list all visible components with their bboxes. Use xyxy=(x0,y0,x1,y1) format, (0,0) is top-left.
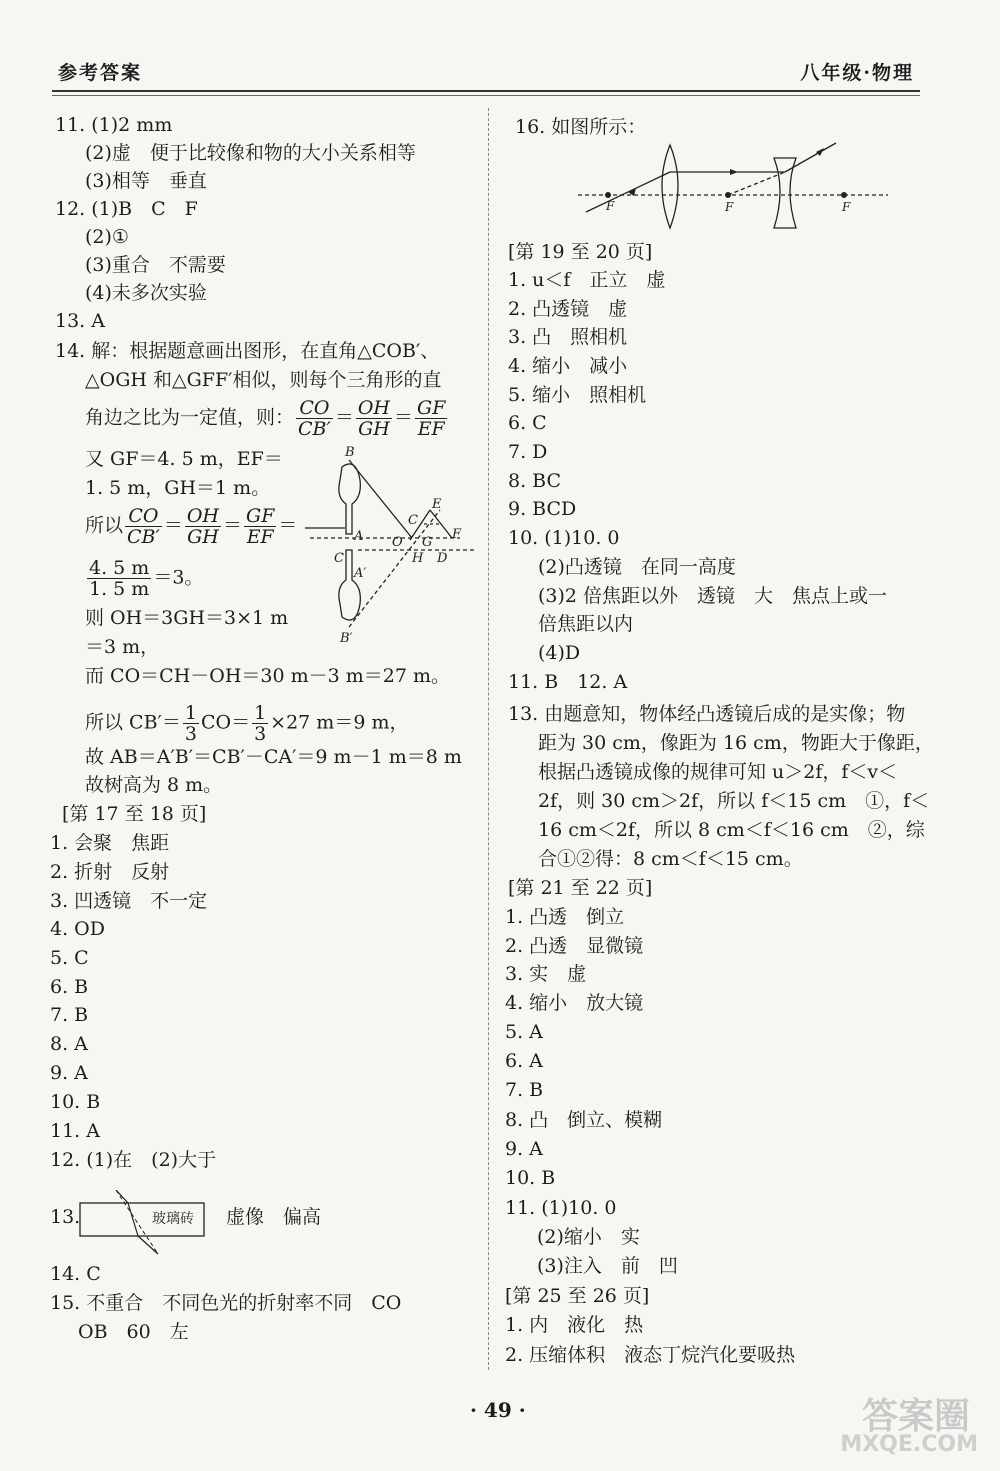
answer-line: 10. (1)10. 0 xyxy=(508,527,620,549)
denominator: 3 xyxy=(254,723,267,745)
answer-line: 9. BCD xyxy=(508,498,577,520)
solution-line: 则 OH＝3GH＝3×1 m xyxy=(85,607,289,629)
arrow-head xyxy=(816,148,824,156)
answer-line: 6. A xyxy=(505,1050,543,1072)
answer-line: (4)D xyxy=(538,642,581,664)
convex-lens xyxy=(662,145,678,228)
answer-line: 8. 凸 倒立、模糊 xyxy=(505,1109,663,1131)
label-e: E xyxy=(432,497,442,512)
solution-line: 故树高为 8 m。 xyxy=(85,774,223,796)
label-a-prime: A′ xyxy=(354,566,367,581)
answer-line: 15. 不重合 不同色光的折射率不同 CO xyxy=(50,1292,402,1314)
watermark-logo: 答案圈 xyxy=(861,1396,970,1437)
answer-line: 9. A xyxy=(505,1138,543,1160)
header-rule-thin xyxy=(52,95,920,96)
answer-line: 虚像 偏高 xyxy=(226,1206,322,1228)
solution-text: CO＝ xyxy=(200,711,251,734)
numerator: OH xyxy=(186,505,220,527)
answer-line: (4)未多次实验 xyxy=(85,282,207,304)
answer-line: 10. B xyxy=(505,1167,556,1189)
ratio-equation xyxy=(85,506,297,547)
answer-line: 8. A xyxy=(50,1033,88,1055)
label-o: O xyxy=(392,535,403,550)
denominator: GH xyxy=(187,526,219,548)
fraction xyxy=(296,398,333,439)
fraction xyxy=(415,398,447,439)
focus-label: F xyxy=(842,200,851,214)
ratio-equation xyxy=(85,398,449,439)
answer-line: (2)缩小 实 xyxy=(537,1226,640,1248)
label-h: H xyxy=(412,551,424,566)
label-d: D xyxy=(437,551,448,566)
answer-line: 5. 缩小 照相机 xyxy=(508,384,647,406)
header-left: 参考答案 xyxy=(58,62,143,84)
answer-line: (2)虚 便于比较像和物的大小关系相等 xyxy=(85,142,416,164)
focus-point xyxy=(605,192,611,198)
numerator: CO xyxy=(125,506,162,527)
concave-lens xyxy=(774,158,796,228)
ratio-result xyxy=(85,558,203,599)
label-a: A xyxy=(354,529,364,544)
tree-upright xyxy=(339,464,360,534)
answer-line: 4. 缩小 减小 xyxy=(508,355,628,377)
answer-line: 11. (1)10. 0 xyxy=(505,1197,617,1219)
denominator: 3 xyxy=(184,723,197,745)
header-right: 八年级·物理 xyxy=(800,62,914,84)
label-b-prime: B′ xyxy=(340,631,353,646)
answer-line: 16. 如图所示： xyxy=(515,116,647,138)
answer-line: (3)相等 垂直 xyxy=(85,170,207,192)
label-f: F xyxy=(452,527,462,542)
solution-text: 所以 CB′＝ xyxy=(85,711,181,734)
glass-brick-label: 玻璃砖 xyxy=(152,1211,194,1227)
answer-line: 4. OD xyxy=(50,918,105,940)
denominator: 1. 5 m xyxy=(89,578,150,600)
answer-line: OB 60 左 xyxy=(78,1321,189,1343)
answer-line: (2)① xyxy=(85,226,129,248)
ray-top xyxy=(349,460,412,538)
denominator: GH xyxy=(358,418,390,440)
focus-point xyxy=(725,192,731,198)
solution-line: 根据凸透镜成像的规律可知 u＞2f，f＜v＜ xyxy=(538,761,898,783)
label-g: G xyxy=(422,535,433,550)
numerator: 1 xyxy=(184,702,197,724)
arrow-head xyxy=(730,169,738,175)
answer-line: 2. 压缩体积 液态丁烷汽化要吸热 xyxy=(505,1344,796,1366)
solution-line: 又 GF＝4. 5 m，EF＝ xyxy=(85,448,283,470)
focus-label: F xyxy=(725,200,734,214)
fraction xyxy=(87,558,151,599)
answer-line: 4. 缩小 放大镜 xyxy=(505,992,644,1014)
equals-sign: ＝ xyxy=(394,406,414,429)
numerator: CO xyxy=(296,398,333,419)
answer-line: 3. 凹透镜 不一定 xyxy=(50,890,208,912)
answer-line: 13. A xyxy=(55,310,105,332)
column-divider xyxy=(488,108,489,1370)
answer-line: 1. 会聚 焦距 xyxy=(50,832,170,854)
fraction xyxy=(125,506,162,547)
fraction xyxy=(185,506,221,547)
answer-line: 11. B 12. A xyxy=(508,671,628,693)
answer-line: 12. (1)在 (2)大于 xyxy=(50,1149,217,1171)
solution-text: 所以 xyxy=(85,514,124,537)
fraction xyxy=(356,398,392,439)
fraction xyxy=(252,703,268,744)
label-c: C xyxy=(408,513,418,528)
answer-line: 1. 内 液化 热 xyxy=(505,1314,644,1336)
focus-point xyxy=(841,192,847,198)
solution-line: 合①②得：8 cm＜f＜15 cm。 xyxy=(538,848,803,870)
section-heading: [第 25 至 26 页] xyxy=(505,1285,650,1307)
solution-line: △OGH 和△GFF′相似，则每个三角形的直 xyxy=(85,369,442,391)
answer-line: (3)2 倍焦距以外 透镜 大 焦点上或一 xyxy=(538,585,888,607)
answer-line: 5. C xyxy=(50,947,89,969)
solution-line: ＝3 m， xyxy=(85,636,160,658)
extension-line xyxy=(728,172,785,195)
solution-text: 角边之比为一定值，则： xyxy=(85,406,295,429)
solution-line: 2f，则 30 cm＞2f，所以 f＜15 cm ①，f＜ xyxy=(538,790,930,812)
denominator: CB′ xyxy=(298,418,331,440)
answer-line: 7. B xyxy=(50,1004,89,1026)
focus-label: F xyxy=(606,199,615,213)
numerator: 4. 5 m xyxy=(89,557,150,579)
answer-line: 7. D xyxy=(508,441,548,463)
numerator: GF xyxy=(246,505,275,527)
fraction xyxy=(183,703,199,744)
answer-line: 3. 凸 照相机 xyxy=(508,326,628,348)
page-number: · 49 · xyxy=(470,1398,526,1422)
answer-line: 12. (1)B C F xyxy=(55,198,198,220)
solution-line: 1. 5 m，GH＝1 m。 xyxy=(85,477,271,499)
answer-line: 7. B xyxy=(505,1079,544,1101)
section-heading: [第 21 至 22 页] xyxy=(508,877,653,899)
numerator: OH xyxy=(357,397,391,419)
answer-line: 2. 折射 反射 xyxy=(50,861,170,883)
solution-line: 故 AB＝A′B′＝CB′－CA′＝9 m－1 m＝8 m xyxy=(85,746,462,768)
equals-sign: ＝ xyxy=(163,514,183,537)
solution-text: ＝3。 xyxy=(153,566,204,589)
lens-diagram xyxy=(578,140,890,234)
answer-line: 11. A xyxy=(50,1120,100,1142)
answer-line: 5. A xyxy=(505,1021,543,1043)
solution-line: 13. 由题意知，物体经凸透镜后成的是实像；物 xyxy=(508,703,906,725)
equals-sign: ＝ xyxy=(223,514,243,537)
answer-line: 6. B xyxy=(50,976,89,998)
label-b: B xyxy=(345,445,355,460)
answer-line: 10. B xyxy=(50,1091,101,1113)
answer-line: (3)重合 不需要 xyxy=(85,254,226,276)
refracted-ray xyxy=(128,1203,138,1236)
denominator: CB′ xyxy=(127,526,160,548)
glass-brick-figure xyxy=(78,1190,208,1256)
numerator: GF xyxy=(417,397,446,419)
solution-line: 14. 解：根据题意画出图形，在直角△COB′、 xyxy=(55,340,440,362)
solution-line: 距为 30 cm，像距为 16 cm，物距大于像距， xyxy=(538,732,934,754)
denominator: EF xyxy=(246,526,274,548)
answer-line: (2)凸透镜 在同一高度 xyxy=(538,556,736,578)
answer-line: (3)注入 前 凹 xyxy=(537,1255,678,1277)
equals-sign: ＝ xyxy=(278,514,298,537)
answer-line: 3. 实 虚 xyxy=(505,963,587,985)
answer-line: 2. 凸透 显微镜 xyxy=(505,935,644,957)
answer-line: 倍焦距以内 xyxy=(538,613,634,635)
answer-line: 14. C xyxy=(50,1263,101,1285)
section-heading: [第 19 至 20 页] xyxy=(508,241,653,263)
watermark-url: MXQE.COM xyxy=(840,1432,978,1457)
solution-text: ×27 m＝9 m， xyxy=(270,711,409,734)
header-rule xyxy=(52,90,920,92)
tree-similar-triangles-figure xyxy=(300,442,480,647)
numerator: 1 xyxy=(254,702,267,724)
solution-line: 而 CO＝CH－OH＝30 m－3 m＝27 m。 xyxy=(85,665,451,687)
answer-line: 2. 凸透镜 虚 xyxy=(508,298,628,320)
answer-line: 8. BC xyxy=(508,470,562,492)
section-heading: [第 17 至 18 页] xyxy=(62,803,207,825)
denominator: EF xyxy=(417,418,445,440)
solution-line: 16 cm＜2f，所以 8 cm＜f＜16 cm ②，综 xyxy=(538,819,925,841)
bounce-line xyxy=(430,510,452,538)
fraction xyxy=(244,506,276,547)
solution-line xyxy=(85,703,408,744)
answer-line: 9. A xyxy=(50,1062,88,1084)
answer-number: 13. xyxy=(50,1206,81,1228)
answer-line: 1. 凸透 倒立 xyxy=(505,906,625,928)
label-c-lower: C xyxy=(334,551,344,566)
answer-line: 6. C xyxy=(508,412,547,434)
equals-sign: ＝ xyxy=(334,406,354,429)
answer-line: 1. u＜f 正立 虚 xyxy=(508,269,666,291)
answer-line: 11. (1)2 mm xyxy=(55,114,173,136)
